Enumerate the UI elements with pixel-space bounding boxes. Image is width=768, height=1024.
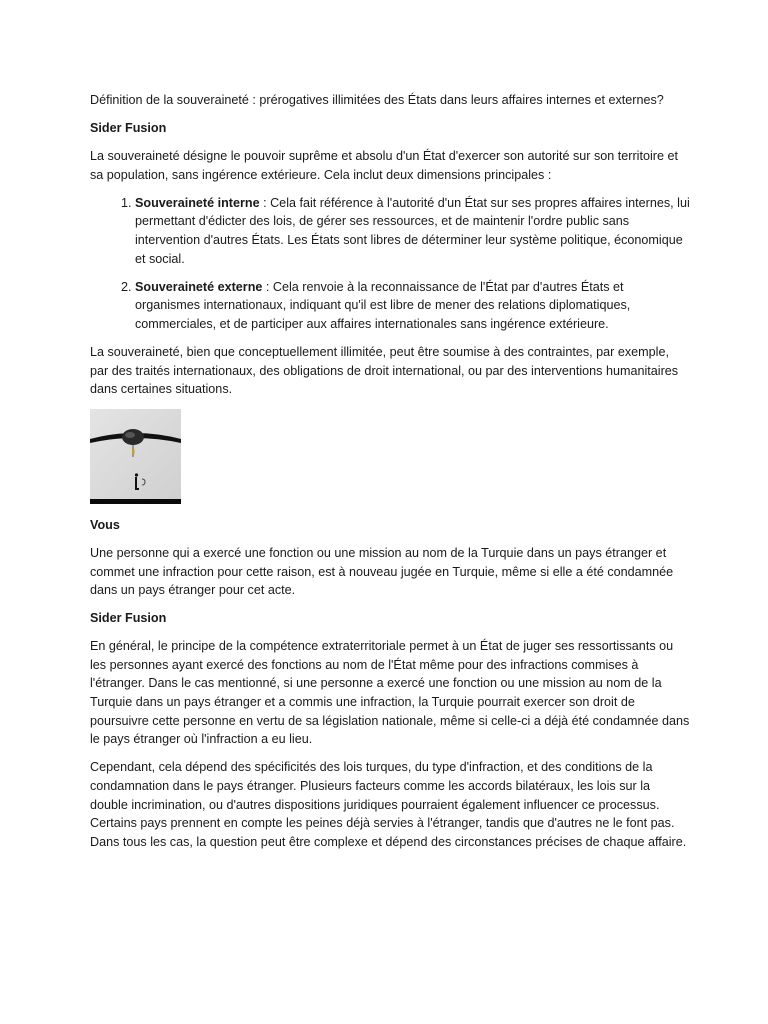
text-internal: : Cela fait référence à l'autorité d'un État sur ses propres affaires internes, lui permettant d'édicter des lois, de gérer ses ressources, et de maintenir l'ordre public sans intervention d'autres États. Les États sont libres de déterminer leur système politique, économique et social. bbox=[135, 195, 690, 266]
answer2-paragraph-1: En général, le principe de la compétence extraterritoriale permet à un État de juger ses ressortissants ou les personnes ayant exercé des fonctions au nom de l'État même pour des infractions commises à l'étranger. Dans le cas mentionné, si une personne a exercé une fonction ou une mission au nom de la Turquie dans un pays étranger et a commis une infraction, la Turquie pourrait exercer son droit de poursuivre cette personne en vertu de sa législation nationale, même si celle-ci a déjà été condamnée dans le pays étranger où l'infraction a eu lieu. bbox=[90, 639, 690, 747]
illustration-image bbox=[90, 409, 181, 504]
question-definition-souverainete: Définition de la souveraineté : prérogatives illimitées des États dans leurs affaires internes et externes? bbox=[90, 93, 664, 107]
speaker-label-user: Vous bbox=[90, 517, 120, 532]
document-content bbox=[90, 91, 690, 861]
list-item-external bbox=[135, 278, 690, 334]
answer-outro: La souveraineté, bien que conceptuellement illimitée, peut être soumise à des contraintes, par exemple, par des traités internationaux, des obligations de droit international, ou par des interventions humanitaires dans certaines situations. bbox=[90, 345, 679, 397]
answer2-paragraph-2: Cependant, cela dépend des spécificités des lois turques, du type d'infraction, et des conditions de la condamnation dans le pays étranger. Plusieurs facteurs comme les accords bilatéraux, les lois sur la double incrimination, ou d'autres dispositions juridiques pourraient également influencer ce processus. Certains pays prennent en compte les peines déjà servies à l'étranger, tandis que d'autres ne le font pas. Dans tous les cas, la question peut être complexe et dépend des circonstances précises de chaque affaire. bbox=[90, 760, 687, 849]
text-external: : Cela renvoie à la reconnaissance de l'État par d'autres États et organismes internationaux, indiquant qu'il est libre de mener des relations diplomatiques, commerciales, et de participer aux affaires internationales sans ingérence extérieure. bbox=[135, 279, 631, 331]
speaker-label-ai-2: Sider Fusion bbox=[90, 611, 167, 626]
answer-intro: La souveraineté désigne le pouvoir suprême et absolu d'un État d'exercer son autorité sur son territoire et sa population, sans ingérence extérieure. Cela inclut deux dimensions principales : bbox=[90, 149, 678, 182]
question-turkey: Une personne qui a exercé une fonction ou une mission au nom de la Turquie dans un pays étranger et commet une infraction pour cette raison, est à nouveau jugée en Turquie, même si elle a été condamnée dans un pays étranger pour cet acte. bbox=[90, 545, 674, 598]
sovereignty-list bbox=[90, 194, 690, 334]
term-internal: Souveraineté interne bbox=[135, 195, 260, 210]
speaker-label-ai: Sider Fusion bbox=[90, 121, 167, 136]
term-external: Souveraineté externe bbox=[135, 279, 263, 294]
list-item-internal bbox=[135, 194, 690, 268]
illustration-graphic bbox=[90, 409, 181, 504]
